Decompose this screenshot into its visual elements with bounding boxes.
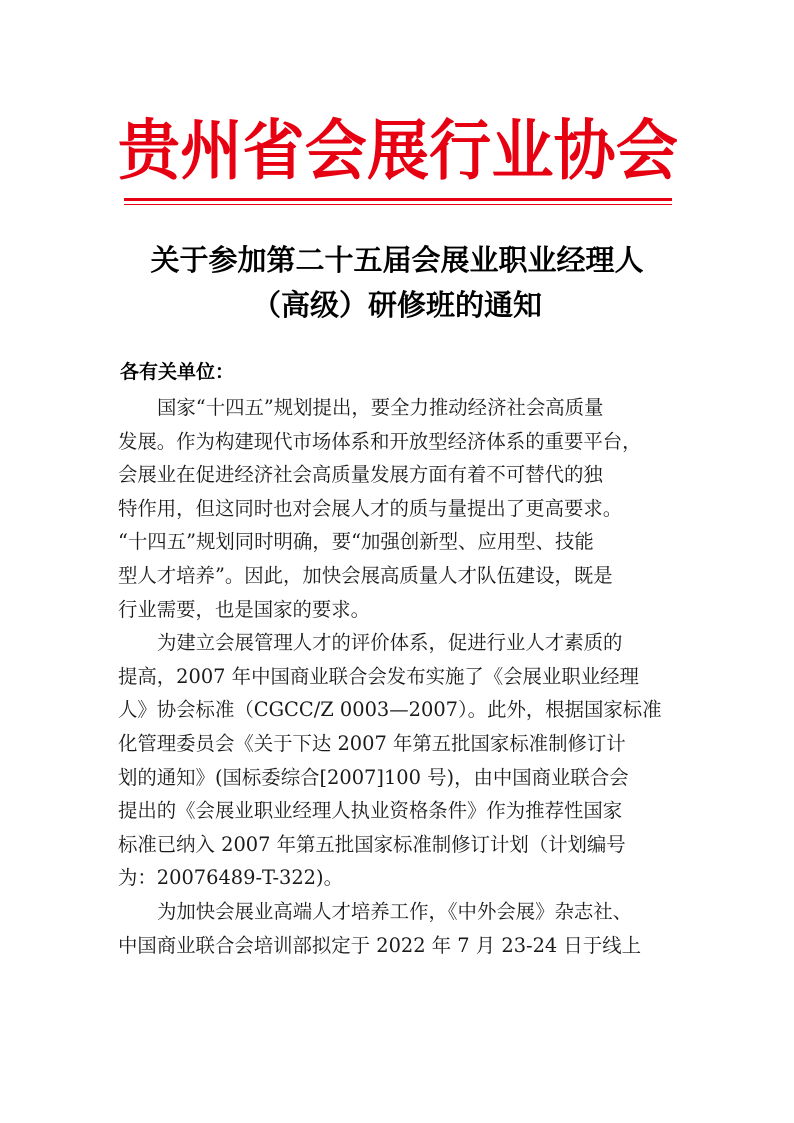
org-name-char: 协 (553, 112, 616, 189)
organization-name (118, 108, 678, 194)
paragraph-line: 划的通知》(国标委综合[2007]100 号)，由中国商业联合会 (118, 765, 629, 789)
letterhead-divider-thick (124, 198, 672, 201)
paragraph-line: 提出的《会展业职业经理人执业资格条件》作为推荐性国家 (118, 799, 623, 823)
title-line: 关于参加第二十五届会展业职业经理人 (150, 243, 644, 277)
paragraph-line: 提高，2007 年中国商业联合会发布实施了《会展业职业经理 (118, 664, 639, 688)
document-title (100, 238, 694, 328)
org-name-char: 会 (615, 112, 678, 189)
org-name-char: 展 (366, 112, 429, 189)
org-name-char: 行 (429, 112, 492, 189)
org-name-char: 业 (491, 112, 554, 189)
paragraph-line: 特作用，但这同时也对会展人才的质与量提出了更高要求。 (118, 496, 623, 520)
paragraph-line: 发展。作为构建现代市场体系和开放型经济体系的重要平台， (118, 429, 642, 453)
paragraph-line: 会展业在促进经济社会高质量发展方面有着不可替代的独 (118, 463, 603, 487)
letterhead-divider-thin (124, 204, 672, 205)
paragraph-line: 型人才培养”。因此，加快会展高质量人才队伍建设，既是 (118, 563, 613, 587)
salutation: 各有关单位： (120, 361, 235, 383)
body-text (118, 391, 678, 962)
org-name-char: 贵 (118, 112, 181, 189)
paragraph-line: “十四五”规划同时明确，要“加强创新型、应用型、技能 (118, 530, 594, 554)
paragraph-line: 行业需要，也是国家的要求。 (118, 597, 371, 621)
paragraph-line: 为建立会展管理人才的评价体系，促进行业人才素质的 (157, 631, 623, 655)
paragraph-line: 标准已纳入 2007 年第五批国家标准制修订计划（计划编号 (118, 832, 626, 856)
paragraph-line: 为加快会展业高端人才培养工作，《中外会展》杂志社、 (157, 899, 633, 923)
letterhead (118, 108, 678, 208)
paragraph-line: 化管理委员会《关于下达 2007 年第五批国家标准制修订计 (118, 731, 626, 755)
paragraph-line: 为：20076489-T-322)。 (118, 866, 343, 890)
org-name-char: 州 (180, 112, 243, 189)
paragraph-line: 国家“十四五”规划提出，要全力推动经济社会高质量 (157, 396, 604, 419)
title-line: （高级）研修班的通知 (251, 288, 542, 322)
paragraph-line: 中国商业联合会培训部拟定于 2022 年 7 月 23-24 日于线上 (118, 933, 641, 957)
paragraph-line: 人》协会标准（CGCC/Z 0003—2007）。此外，根据国家标准 (118, 698, 662, 722)
org-name-char: 会 (304, 112, 367, 189)
org-name-char: 省 (242, 112, 305, 189)
